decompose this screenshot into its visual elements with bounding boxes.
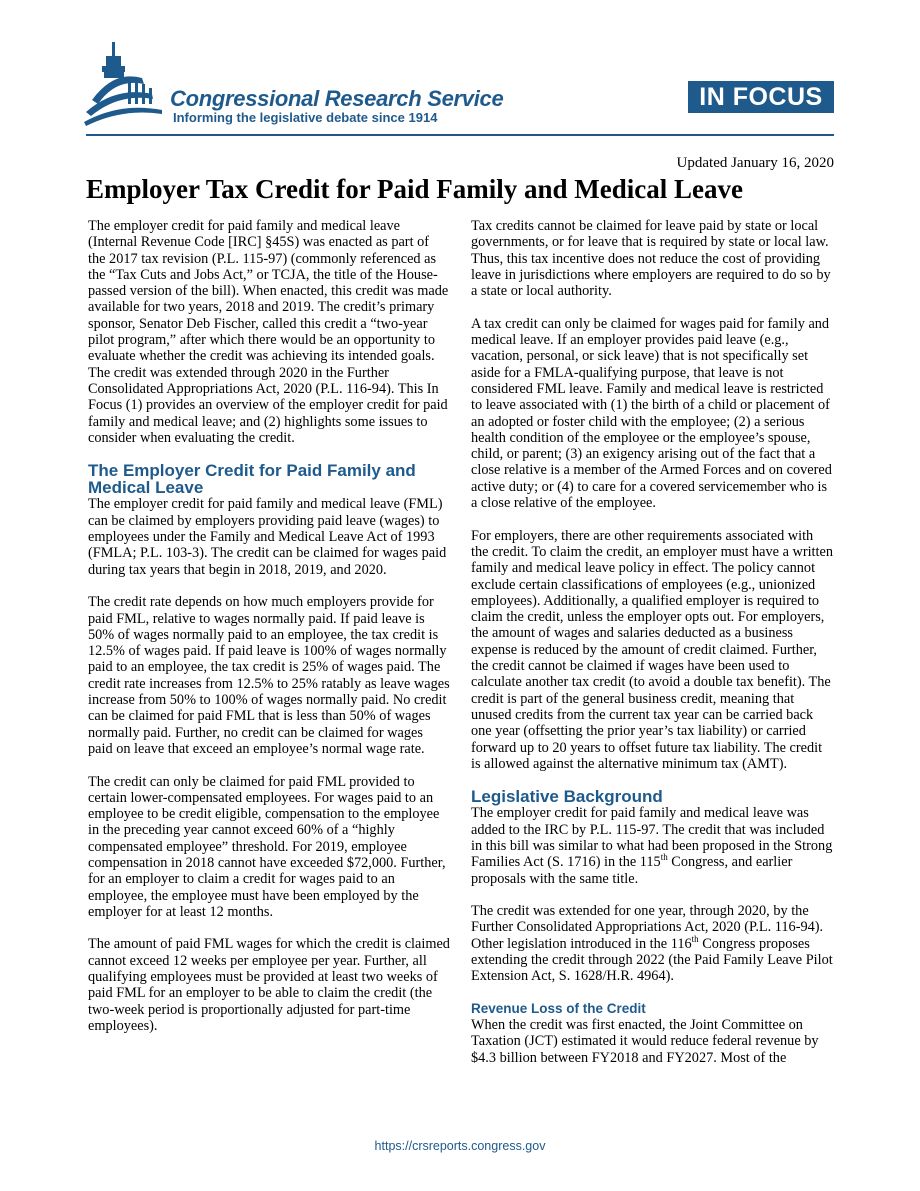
section-heading-legislative-background: Legislative Background [471,787,663,807]
paragraph: The credit rate depends on how much employers provide for paid FML, relative to wages normally paid. If paid leave is 50% of wages normally paid to an employee, the tax credit is 12.5% of wages paid. If paid leave is 100% of wages normally paid to an employee, the tax credit is 25% of wages paid. The credit rate increases from 12.5% to 25% ratably as leave wages increase from 50% to 100% of wages normally paid. No credit can be claimed for paid FML that is less than 50% of wages normally paid. Further, no credit can be claimed for wages paid on leave that exceed an employee’s normal wage rate. [88,594,450,757]
text-run: Congress proposes extending the credit through 2022 (the Paid Family Leave Pilot Extension Act, S. 1628/H.R. 4964). [471,935,833,985]
paragraph: Tax credits cannot be claimed for leave paid by state or local governments, or for leave that is required by state or local law. Thus, this tax incentive does not reduce the cost of providing leave in jurisdictions where employers are required to do so by a state or local authority. [471,218,831,300]
updated-date: Updated January 16, 2020 [676,155,834,171]
page-footer [0,1139,920,1153]
text-run: Congress, and earlier proposals with the same title. [471,854,793,887]
page-title: Employer Tax Credit for Paid Family and Medical Leave [86,174,743,204]
paragraph: When the credit was first enacted, the Joint Committee on Taxation (JCT) estimated it would reduce federal revenue by $4.3 billion between FY2018 and FY2027. Most of the [471,1016,819,1066]
text-run: The employer credit for paid family and medical leave was added to the IRC by P.L. 115-97. The credit that was included in this bill was similar to what had been proposed in the Strong Families Act (S. 1716) in the 115 [471,805,833,871]
intro-paragraph: The employer credit for paid family and medical leave (Internal Revenue Code [IRC] §45S) was enacted as part of the 2017 tax revision (P.L. 115-97) (commonly referenced as the “Tax Cuts and Jobs Act,” or TCJA, the title of the House-passed version of the bill). When enacted, this credit was made available for two years, 2018 and 2019. The credit’s primary sponsor, Senator Deb Fischer, called this credit a “two-year pilot program,” after which there would be an opportunity to evaluate whether the credit was achieving its intended goals. The credit was extended through 2020 in the Further Consolidated Appropriations Act, 2020 (P.L. 116-94). This In Focus (1) provides an overview of the employer credit for paid family and medical leave; and (2) highlights some issues to consider when evaluating the credit. [88,218,449,446]
superscript: th [691,934,699,944]
header-divider [86,134,834,136]
capitol-dome-logo-icon [84,40,164,130]
report-header [0,0,920,140]
text-run: The credit was extended for one year, through 2020, by the Further Consolidated Appropriations Act, 2020 (P.L. 116-94). Other legislation introduced in the 116 [471,903,824,952]
paragraph: For employers, there are other requirements associated with the credit. To claim the credit, an employer must have a written family and medical leave policy in effect. The policy cannot exclude certain classifications of employees (e.g., unionized employees). Additionally, a qualified employer is required to claim the credit, unless the employer opts out. For employers, the amount of wages and salaries deducted as a business expense is reduced by the amount of credit claimed. Further, the credit cannot be claimed if wages have been used to calculate another tax credit (to avoid a double tax benefit). The credit is part of the general business credit, meaning that unused credits from the current tax year can be carried back one year (offsetting the prior year’s tax liability) or carried forward up to 20 years to offset future tax liability. The credit is allowed against the alternative minimum tax (AMT). [471,527,833,772]
paragraph: A tax credit can only be claimed for wages paid for family and medical leave. If an employer provides paid leave (e.g., vacation, personal, or sick leave) that is not specifically set aside for a FMLA-qualifying purpose, that leave is not considered FML leave. Family and medical leave is restricted to leave associated with (1) the birth of a child or placement of an adopted or foster child with the employee; (2) a serious health condition of the employee or the employee’s spouse, child, or parent; (3) an exigency arising out of the fact that a close relative is a member of the Armed Forces and on covered active duty; or (4) to care for a covered servicemember who is a close relative of the employee. [471,315,832,512]
paragraph [471,903,833,984]
org-name: Congressional Research Service [170,86,504,111]
left-column [88,218,450,1034]
paragraph: The credit can only be claimed for paid FML provided to certain lower-compensated employees. For wages paid to an employee to be credit eligible, compensation to the employee in the preceding year cannot exceed 60% of a “highly compensated employee” threshold. For 2019, employee compensation in 2018 cannot have exceeded $72,000. Further, for an employer to claim a credit for wages paid to an employee, the employee must have been employed by the employer for at least 12 months. [88,773,446,920]
org-tagline: Informing the legislative debate since 1914 [173,110,438,125]
in-focus-badge: IN FOCUS [688,81,834,113]
superscript: th [660,852,668,863]
crs-reports-link[interactable]: https://crsreports.congress.gov [374,1139,546,1153]
paragraph: The employer credit for paid family and medical leave (FML) can be claimed by employers providing paid leave (wages) to employees under the Family and Medical Leave Act of 1993 (FMLA; P.L. 103-3). The credit can be claimed for wages paid during tax years that begin in 2018, 2019, and 2020. [88,496,447,578]
paragraph [471,805,833,886]
right-column [471,218,833,1066]
subsection-heading-revenue-loss: Revenue Loss of the Credit [471,1000,646,1016]
paragraph: The amount of paid FML wages for which the credit is claimed cannot exceed 12 weeks per employee per year. Further, all qualifying employees must be provided at least two weeks of paid FML for an employer to be able to claim the credit (the two-week period is proportionally adjusted for part-time employees). [88,936,450,1034]
section-heading-overview: The Employer Credit for Paid Family and Medical Leave [88,461,416,498]
